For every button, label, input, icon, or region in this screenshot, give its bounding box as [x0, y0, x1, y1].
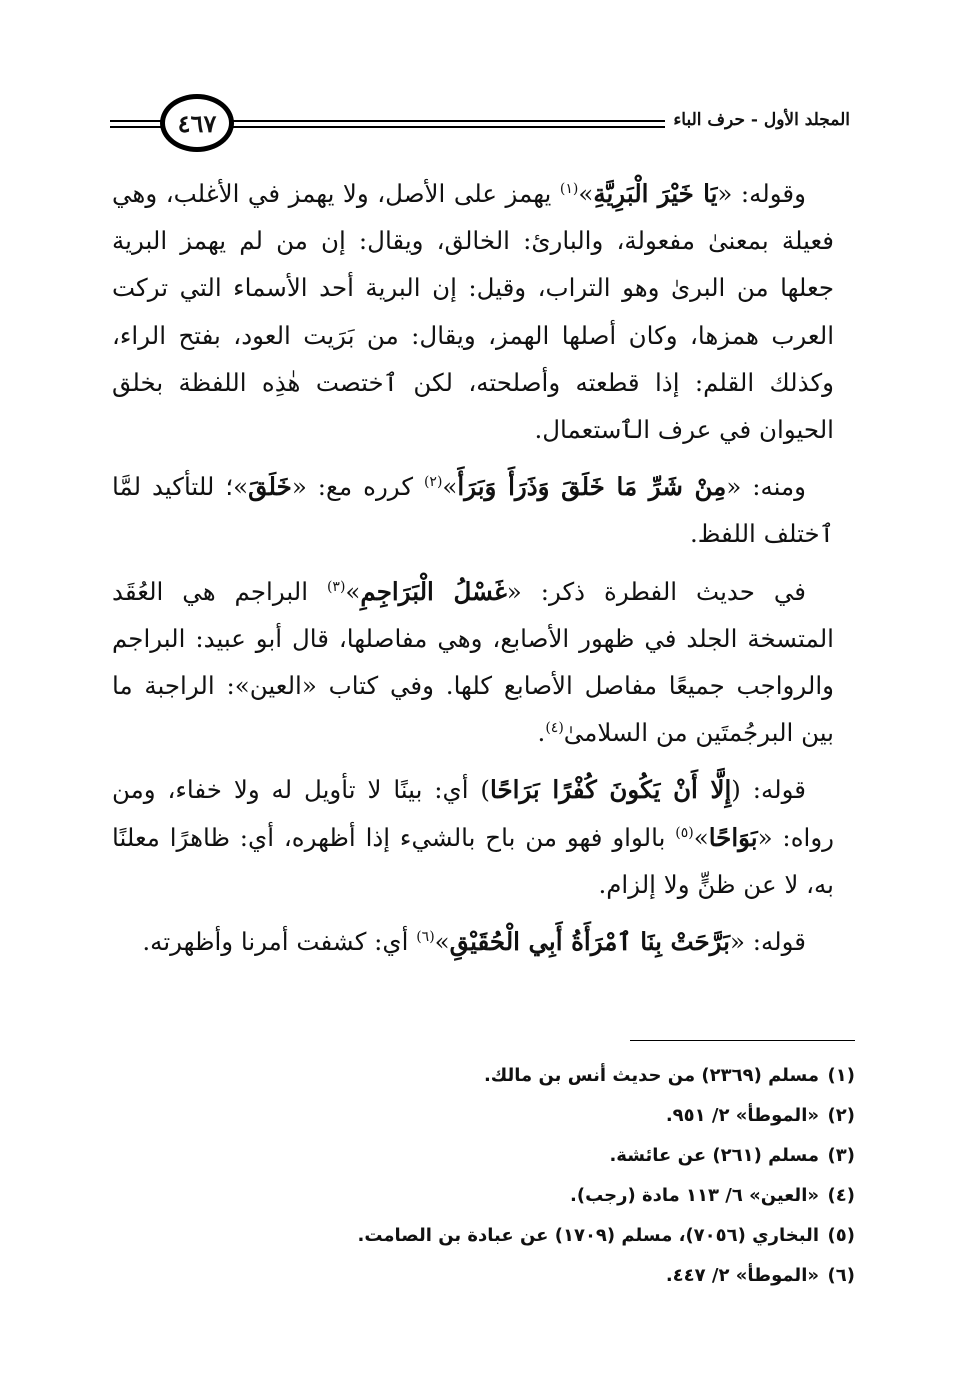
header-rule	[215, 120, 725, 128]
text-span: البراجم هي العُقَد المتسخة الجلد في ظهور الأصابع، وهي مفاصلها، قال أبو عبيد: البراجم والرواجب جميعًا مفاصل الأصابع كلها. وفي كتاب «العين»: الراجبة ما بين البرجُمتَين من السلامىٰ	[112, 576, 834, 748]
paragraph-3	[112, 568, 834, 757]
text-span: أي: كشفت أمرنا وأظهرته.	[142, 927, 417, 957]
page-header	[110, 92, 850, 162]
footnote-text: «العين» ٦/ ١١٣ مادة (رجب).	[570, 1185, 819, 1206]
text-span: وقوله: «	[717, 179, 806, 208]
page-number: ٤٦٧	[160, 94, 234, 152]
text-span: ) أي: بينًا لا تأويل له ولا خفاء، ومن رواه: «	[112, 775, 834, 852]
footnote-number: (٥)	[827, 1225, 855, 1246]
footnote-number: (٢)	[827, 1105, 855, 1126]
paragraph-5	[112, 918, 834, 965]
text-span: »	[442, 472, 458, 502]
footnote-ref[interactable]: (٢)	[423, 474, 443, 491]
text-span: »؛ للتأكيد لمَّا ٱختلف اللفظ.	[112, 472, 834, 549]
text-span: »	[693, 822, 709, 852]
footnote-separator	[630, 1040, 855, 1041]
header-rule-left	[110, 120, 162, 128]
footnote-ref[interactable]: (٤)	[545, 720, 564, 737]
text-span: يهمز على الأصل، ولا يهمز في الأغلب، وهي فعيلة بمعنىٰ مفعولة، والبارئ: الخالق، ويقال: إن من لم يهمز البرية جعلها من البرىٰ وهو التراب، وقيل: إن البرية أحد الأسماء التي تركت العرب همزها، وكان أصلها الهمز، ويقال: من بَرَيت العود، بفتح الراء، وكذلك القلم: إذا قطعته وأصلحته، لكن ٱختصت هٰذِه اللفظة بخلق الحيوان في عرف الٱستعمال.	[112, 179, 834, 445]
text-span: كرره مع: «	[291, 472, 424, 502]
text-span: »	[434, 927, 450, 957]
footnote-item	[135, 1176, 855, 1216]
text-span: في حديث الفطرة ذكر: «	[506, 576, 806, 606]
footnote-ref[interactable]: (١)	[559, 180, 579, 197]
footnote-item	[135, 1256, 855, 1296]
text-span: بالواو فهو من باح بالشيء إذا أظهره، أي: ظاهرًا معلنًا به، لا عن ظنٍّ ولا إلزام.	[112, 822, 834, 899]
running-head: المجلد الأول - حرف الباء	[665, 110, 850, 130]
footnote-text: مسلم (٢٦١) عن عائشة.	[609, 1145, 819, 1166]
hadith-quote: غَسْلُ الْبَرَاجِمِ	[360, 576, 507, 606]
footnote-number: (٤)	[827, 1185, 855, 1206]
hadith-quote: يَا خَيْرَ الْبَرِيَّةِ	[593, 179, 718, 208]
footnotes	[135, 1056, 855, 1296]
footnote-item	[135, 1136, 855, 1176]
footnote-text: البخاري (٧٠٥٦)، مسلم (١٧٠٩) عن عبادة بن الصامت.	[357, 1225, 819, 1246]
footnote-item	[135, 1216, 855, 1256]
footnote-text: «الموطأ» ٢/ ٤٤٧.	[665, 1265, 819, 1286]
paragraph-2	[112, 463, 834, 557]
footnote-ref[interactable]: (٣)	[326, 578, 346, 595]
text-span: قوله: (	[731, 775, 806, 805]
footnote-ref[interactable]: (٦)	[416, 928, 435, 945]
quran-quote: إِلَّا أَنْ يَكُونَ كُفْرًا بَرَاحًا	[490, 775, 732, 805]
hadith-quote: بَوَاحًا	[708, 822, 758, 852]
footnote-number: (٣)	[827, 1145, 855, 1166]
footnote-ref[interactable]: (٥)	[675, 824, 694, 841]
footnote-text: مسلم (٢٣٦٩) من حديث أنس بن مالك.	[483, 1065, 819, 1086]
footnote-item	[135, 1096, 855, 1136]
text-span: قوله: «	[729, 927, 806, 957]
main-text	[112, 170, 834, 975]
footnote-number: (١)	[827, 1065, 855, 1086]
footnote-item	[135, 1056, 855, 1096]
text-span: »	[345, 576, 361, 606]
footnote-number: (٦)	[827, 1265, 855, 1286]
hadith-quote: بَرَّحَتْ بِنَا ٱمْرَأَةُ أَبِي الْحُقَيْقِ	[449, 927, 730, 957]
paragraph-4	[112, 766, 834, 908]
text-span: .	[537, 718, 546, 748]
paragraph-1	[112, 170, 834, 453]
hadith-quote: مِنْ شَرِّ مَا خَلَقَ وَذَرَأَ وَبَرَأَ	[457, 472, 727, 502]
text-span: ومنه: «	[726, 472, 806, 502]
footnote-text: «الموطأ» ٢/ ٩٥١.	[665, 1105, 819, 1126]
text-span: »	[578, 179, 594, 208]
hadith-quote: خَلَقَ	[248, 472, 292, 502]
